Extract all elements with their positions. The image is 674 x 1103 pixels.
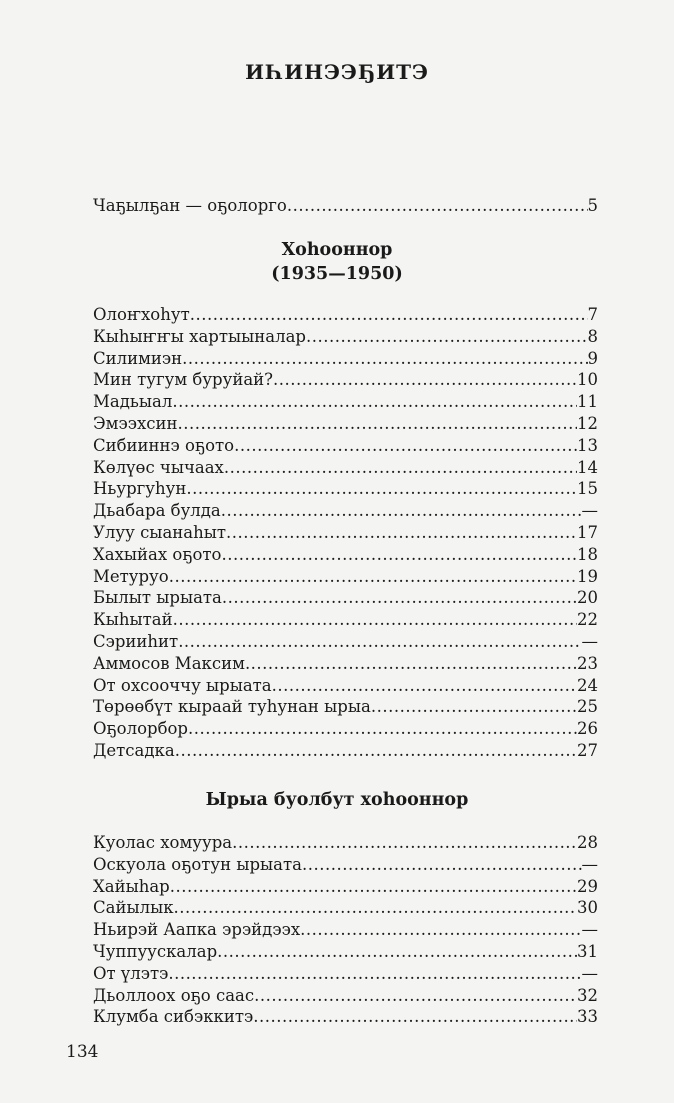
entry-page: 8 <box>587 326 598 346</box>
toc-entry <box>93 877 598 899</box>
entry-page: 11 <box>577 392 598 412</box>
toc-entry <box>93 610 598 632</box>
dot-leader <box>232 833 577 852</box>
toc-entry <box>93 414 598 436</box>
toc-entry <box>93 458 598 480</box>
dot-leader <box>169 567 577 586</box>
toc-entry <box>93 501 598 523</box>
dot-leader <box>224 458 577 477</box>
toc-entry <box>93 588 598 610</box>
toc-entry <box>93 479 598 501</box>
toc-entry <box>93 632 598 654</box>
entry-page: 13 <box>577 435 598 455</box>
entry-page: 25 <box>577 697 598 717</box>
entry-title: Ньирэй Аапка эрэйдээх <box>93 920 301 940</box>
entry-page: 26 <box>577 719 598 739</box>
entry-title: От үлэтэ <box>93 963 169 983</box>
toc-section1 <box>93 305 598 763</box>
entry-title: Оҕолорбор <box>93 719 188 739</box>
dot-leader <box>221 501 582 520</box>
entry-page: 23 <box>577 653 598 673</box>
toc-entry <box>93 741 598 763</box>
dot-leader <box>306 327 588 346</box>
toc-section2 <box>93 833 598 1029</box>
entry-title: От охсооччу ырыата <box>93 675 272 695</box>
entry-title: Сайылык <box>93 898 174 918</box>
dot-leader <box>188 719 577 738</box>
dot-leader <box>302 855 582 874</box>
entry-page: 20 <box>577 588 598 608</box>
entry-page: 33 <box>577 1007 598 1027</box>
toc-entry <box>93 898 598 920</box>
entry-page: 27 <box>577 740 598 760</box>
dot-leader <box>174 898 577 917</box>
dot-leader <box>253 1007 577 1026</box>
entry-page: 31 <box>577 941 598 961</box>
entry-title: Детсадка <box>93 740 175 760</box>
dot-leader <box>234 436 577 455</box>
toc-entry <box>93 964 598 986</box>
toc-entry <box>93 676 598 698</box>
entry-title: Оскуола оҕотун ырыата <box>93 854 302 874</box>
entry-title: Клумба сибэккитэ <box>93 1007 254 1027</box>
entry-title: Кыһытай <box>93 610 173 630</box>
entry-title: Мин тугум буруйай? <box>93 370 273 390</box>
entry-title: Улуу сыанаһыт <box>93 522 226 542</box>
toc-entry <box>93 392 598 414</box>
dot-leader <box>170 877 577 896</box>
entry-title: Былыт ырыата <box>93 588 222 608</box>
dot-leader <box>287 196 588 215</box>
dot-leader <box>175 741 577 760</box>
dot-leader <box>178 632 581 651</box>
dot-leader <box>254 986 577 1005</box>
entry-page: 14 <box>577 457 598 477</box>
toc-entry <box>93 545 598 567</box>
toc-entry <box>93 349 598 371</box>
entry-title: Эмээхсин <box>93 413 178 433</box>
toc-entry <box>93 986 598 1008</box>
entry-title: Метуруо <box>93 566 169 586</box>
toc-entry <box>93 567 598 589</box>
section2-title: Ырыа буолбут хоһооннор <box>205 790 469 810</box>
entry-title: Куолас хомуура <box>93 833 233 852</box>
toc-entry <box>93 855 598 877</box>
entry-page: 32 <box>577 985 598 1005</box>
entry-page: 10 <box>577 370 598 390</box>
entry-page: 30 <box>577 898 598 918</box>
dot-leader <box>190 305 588 324</box>
entry-title: Дьоллоох оҕо саас <box>93 985 255 1005</box>
dot-leader <box>272 676 577 695</box>
dot-leader <box>172 392 577 411</box>
entry-page: — <box>581 854 598 874</box>
toc-entry <box>93 719 598 741</box>
toc-intro <box>93 196 598 218</box>
entry-page: 24 <box>577 675 598 695</box>
section1-years: (1935—1950) <box>271 264 403 284</box>
entry-title: Силимиэн <box>93 348 183 368</box>
dot-leader <box>217 942 577 961</box>
entry-title: Сибииннэ оҕото <box>93 435 235 455</box>
dot-leader <box>177 414 577 433</box>
entry-title: Сэрииһит <box>93 631 179 651</box>
toc-entry <box>93 305 598 327</box>
dot-leader <box>168 964 581 983</box>
entry-title: Олоҥхоһут <box>93 305 190 324</box>
toc-entry <box>93 370 598 392</box>
toc-entry <box>93 523 598 545</box>
entry-page: 5 <box>587 196 598 215</box>
entry-title: Ньургуһун <box>93 479 187 499</box>
entry-page: — <box>581 920 598 940</box>
entry-page: 9 <box>587 348 598 368</box>
page-number: 134 <box>66 1042 99 1062</box>
dot-leader <box>371 697 577 716</box>
entry-page: 18 <box>577 544 598 564</box>
entry-title: Чаҕылҕан — оҕолорго <box>93 196 287 215</box>
toc-entry <box>93 654 598 676</box>
dot-leader <box>186 479 577 498</box>
entry-title: Дьабара булда <box>93 501 221 521</box>
dot-leader <box>182 349 587 368</box>
dot-leader <box>222 588 577 607</box>
dot-leader <box>173 610 577 629</box>
page-title: ИҺИНЭЭҔИТЭ <box>245 60 429 84</box>
entry-title: Хайыһар <box>93 876 170 896</box>
toc-entry <box>93 196 598 218</box>
toc-entry <box>93 833 598 855</box>
entry-page: 12 <box>577 413 598 433</box>
entry-page: 22 <box>577 610 598 630</box>
toc-entry <box>93 920 598 942</box>
dot-leader <box>245 654 577 673</box>
entry-title: Чуппуускалар <box>93 941 218 961</box>
entry-title: Кыһыҥҥы хартыыналар <box>93 326 306 346</box>
entry-title: Мадьыал <box>93 392 173 412</box>
entry-page: — <box>581 501 598 521</box>
toc-entry <box>93 327 598 349</box>
entry-page: 28 <box>577 833 598 852</box>
toc-entry <box>93 436 598 458</box>
entry-page: 19 <box>577 566 598 586</box>
entry-title: Хахыйах оҕото <box>93 544 222 564</box>
entry-page: 29 <box>577 876 598 896</box>
dot-leader <box>226 523 577 542</box>
section1-title: Хоһооннор <box>281 240 393 260</box>
entry-page: 17 <box>577 522 598 542</box>
dot-leader <box>300 920 581 939</box>
dot-leader <box>273 370 577 389</box>
entry-page: — <box>581 631 598 651</box>
entry-page: 15 <box>577 479 598 499</box>
entry-title: Көлүөс чычаах <box>93 457 224 477</box>
entry-title: Аммосов Максим <box>93 653 245 673</box>
dot-leader <box>221 545 577 564</box>
toc-entry <box>93 1007 598 1029</box>
entry-page: — <box>581 963 598 983</box>
toc-entry <box>93 942 598 964</box>
toc-entry <box>93 697 598 719</box>
entry-title: Төрөөбүт кыраай туһунан ырыа <box>93 697 371 717</box>
entry-page: 7 <box>587 305 598 324</box>
